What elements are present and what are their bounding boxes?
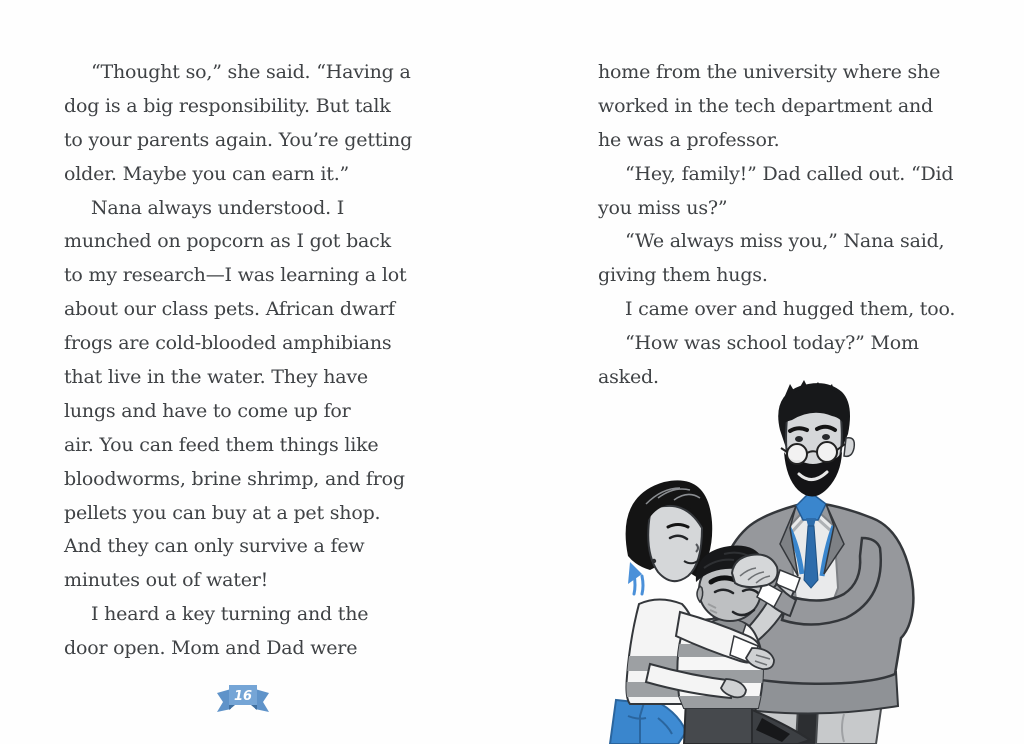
text-line: to your parents again. You’re getting	[64, 128, 413, 151]
text-line: “We always miss you,” Nana said,	[625, 230, 945, 253]
ribbon-banner-icon	[217, 683, 269, 713]
right-page-text	[598, 56, 978, 395]
text-line: home from the university where she	[598, 61, 941, 83]
text-line: door open. Mom and Dad were	[64, 637, 358, 660]
page-number-ribbon	[217, 683, 269, 713]
text-line: to my research—I was learning a lot	[64, 264, 407, 287]
text-line: frogs are cold-blooded amphibians	[64, 332, 392, 355]
text-line: air. You can feed them things like	[64, 433, 379, 456]
text-line: I heard a key turning and the	[91, 603, 369, 626]
text-line: munched on popcorn as I got back	[64, 230, 391, 253]
text-line: bloodworms, brine shrimp, and frog	[64, 467, 405, 490]
text-line: pellets you can buy at a pet shop.	[64, 501, 381, 524]
text-line: And they can only survive a few	[64, 535, 365, 558]
left-page-text	[64, 56, 444, 666]
text-line: about our class pets. African dwarf	[64, 298, 395, 321]
text-line: giving them hugs.	[598, 264, 768, 287]
text-line: dog is a big responsibility. But talk	[64, 94, 391, 117]
text-line: “How was school today?” Mom	[625, 332, 919, 355]
family-hug-illustration	[584, 376, 1024, 744]
text-line: you miss us?”	[598, 196, 728, 219]
dad-head	[778, 380, 854, 497]
text-line: older. Maybe you can earn it.”	[64, 162, 350, 185]
text-line: minutes out of water!	[64, 569, 269, 592]
text-line: Nana always understood. I	[91, 196, 345, 219]
text-line: “Thought so,” she said. “Having a	[91, 61, 411, 83]
text-line: worked in the tech department and	[598, 94, 933, 117]
text-line: I came over and hugged them, too.	[625, 298, 956, 321]
page-number: 16	[233, 689, 253, 704]
text-line: he was a professor.	[598, 128, 780, 151]
text-line: asked.	[598, 366, 659, 389]
text-line: lungs and have to come up for	[64, 399, 351, 422]
text-line: that live in the water. They have	[64, 366, 368, 389]
text-line: “Hey, family!” Dad called out. “Did	[625, 162, 954, 185]
